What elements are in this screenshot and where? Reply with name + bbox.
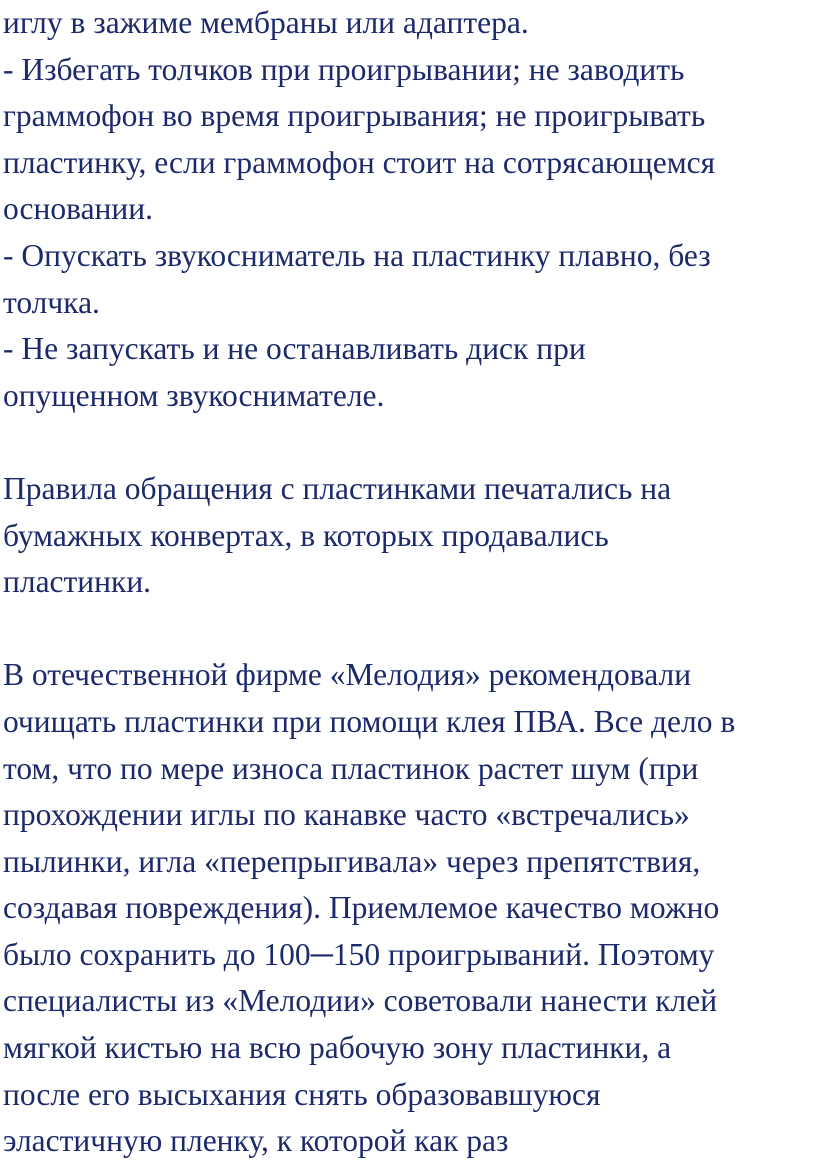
- text-line: опущенном звукоснимателе.: [3, 377, 385, 413]
- text-line: очищать пластинки при помощи клея ПВА. Все дело в: [3, 703, 736, 739]
- text-line: эластичную пленку, к которой как раз: [3, 1123, 509, 1159]
- text-line: В отечественной фирме «Мелодия» рекомендовали: [3, 657, 692, 693]
- text-line: основании.: [3, 191, 154, 227]
- text-line: пластинку, если граммофон стоит на сотрясающемся: [3, 144, 716, 180]
- text-line: - Опускать звукосниматель на пластинку плавно, без: [3, 237, 711, 273]
- paragraph-melodiya: [3, 652, 813, 1165]
- paragraph-spacer: [3, 419, 813, 466]
- text-line: пылинки, игла «перепрыгивала» через препятствия,: [3, 843, 701, 879]
- text-line: специалисты из «Мелодии» советовали нанести клей: [3, 983, 718, 1019]
- text-line: было сохранить до 100─150 проигрываний. Поэтому: [3, 936, 715, 972]
- text-line: - Избегать толчков при проигрывании; не заводить: [3, 51, 685, 87]
- text-line: мягкой кистью на всю рабочую зону пластинки, а: [3, 1030, 672, 1066]
- text-line: после его высыхания снять образовавшуюся: [3, 1076, 601, 1112]
- text-line: создавая повреждения). Приемлемое качество можно: [3, 890, 720, 926]
- text-line: граммофон во время проигрывания; не проигрывать: [3, 98, 706, 134]
- text-line: том, что по мере износа пластинок растет шум (при: [3, 750, 699, 786]
- text-line: пластинки.: [3, 564, 152, 600]
- text-line: иглу в зажиме мембраны или адаптера.: [3, 5, 529, 40]
- paragraph-envelopes: [3, 466, 813, 606]
- paragraph-care-rules: [3, 0, 813, 419]
- text-line: - Не запускать и не останавливать диск при: [3, 331, 586, 367]
- paragraph-spacer: [3, 606, 813, 653]
- document-page: [3, 0, 813, 1165]
- text-line: толчка.: [3, 284, 100, 320]
- text-line: Правила обращения с пластинками печатались на: [3, 470, 672, 506]
- text-line: бумажных конвертах, в которых продавались: [3, 517, 609, 553]
- text-line: прохождении иглы по канавке часто «встречались»: [3, 797, 690, 833]
